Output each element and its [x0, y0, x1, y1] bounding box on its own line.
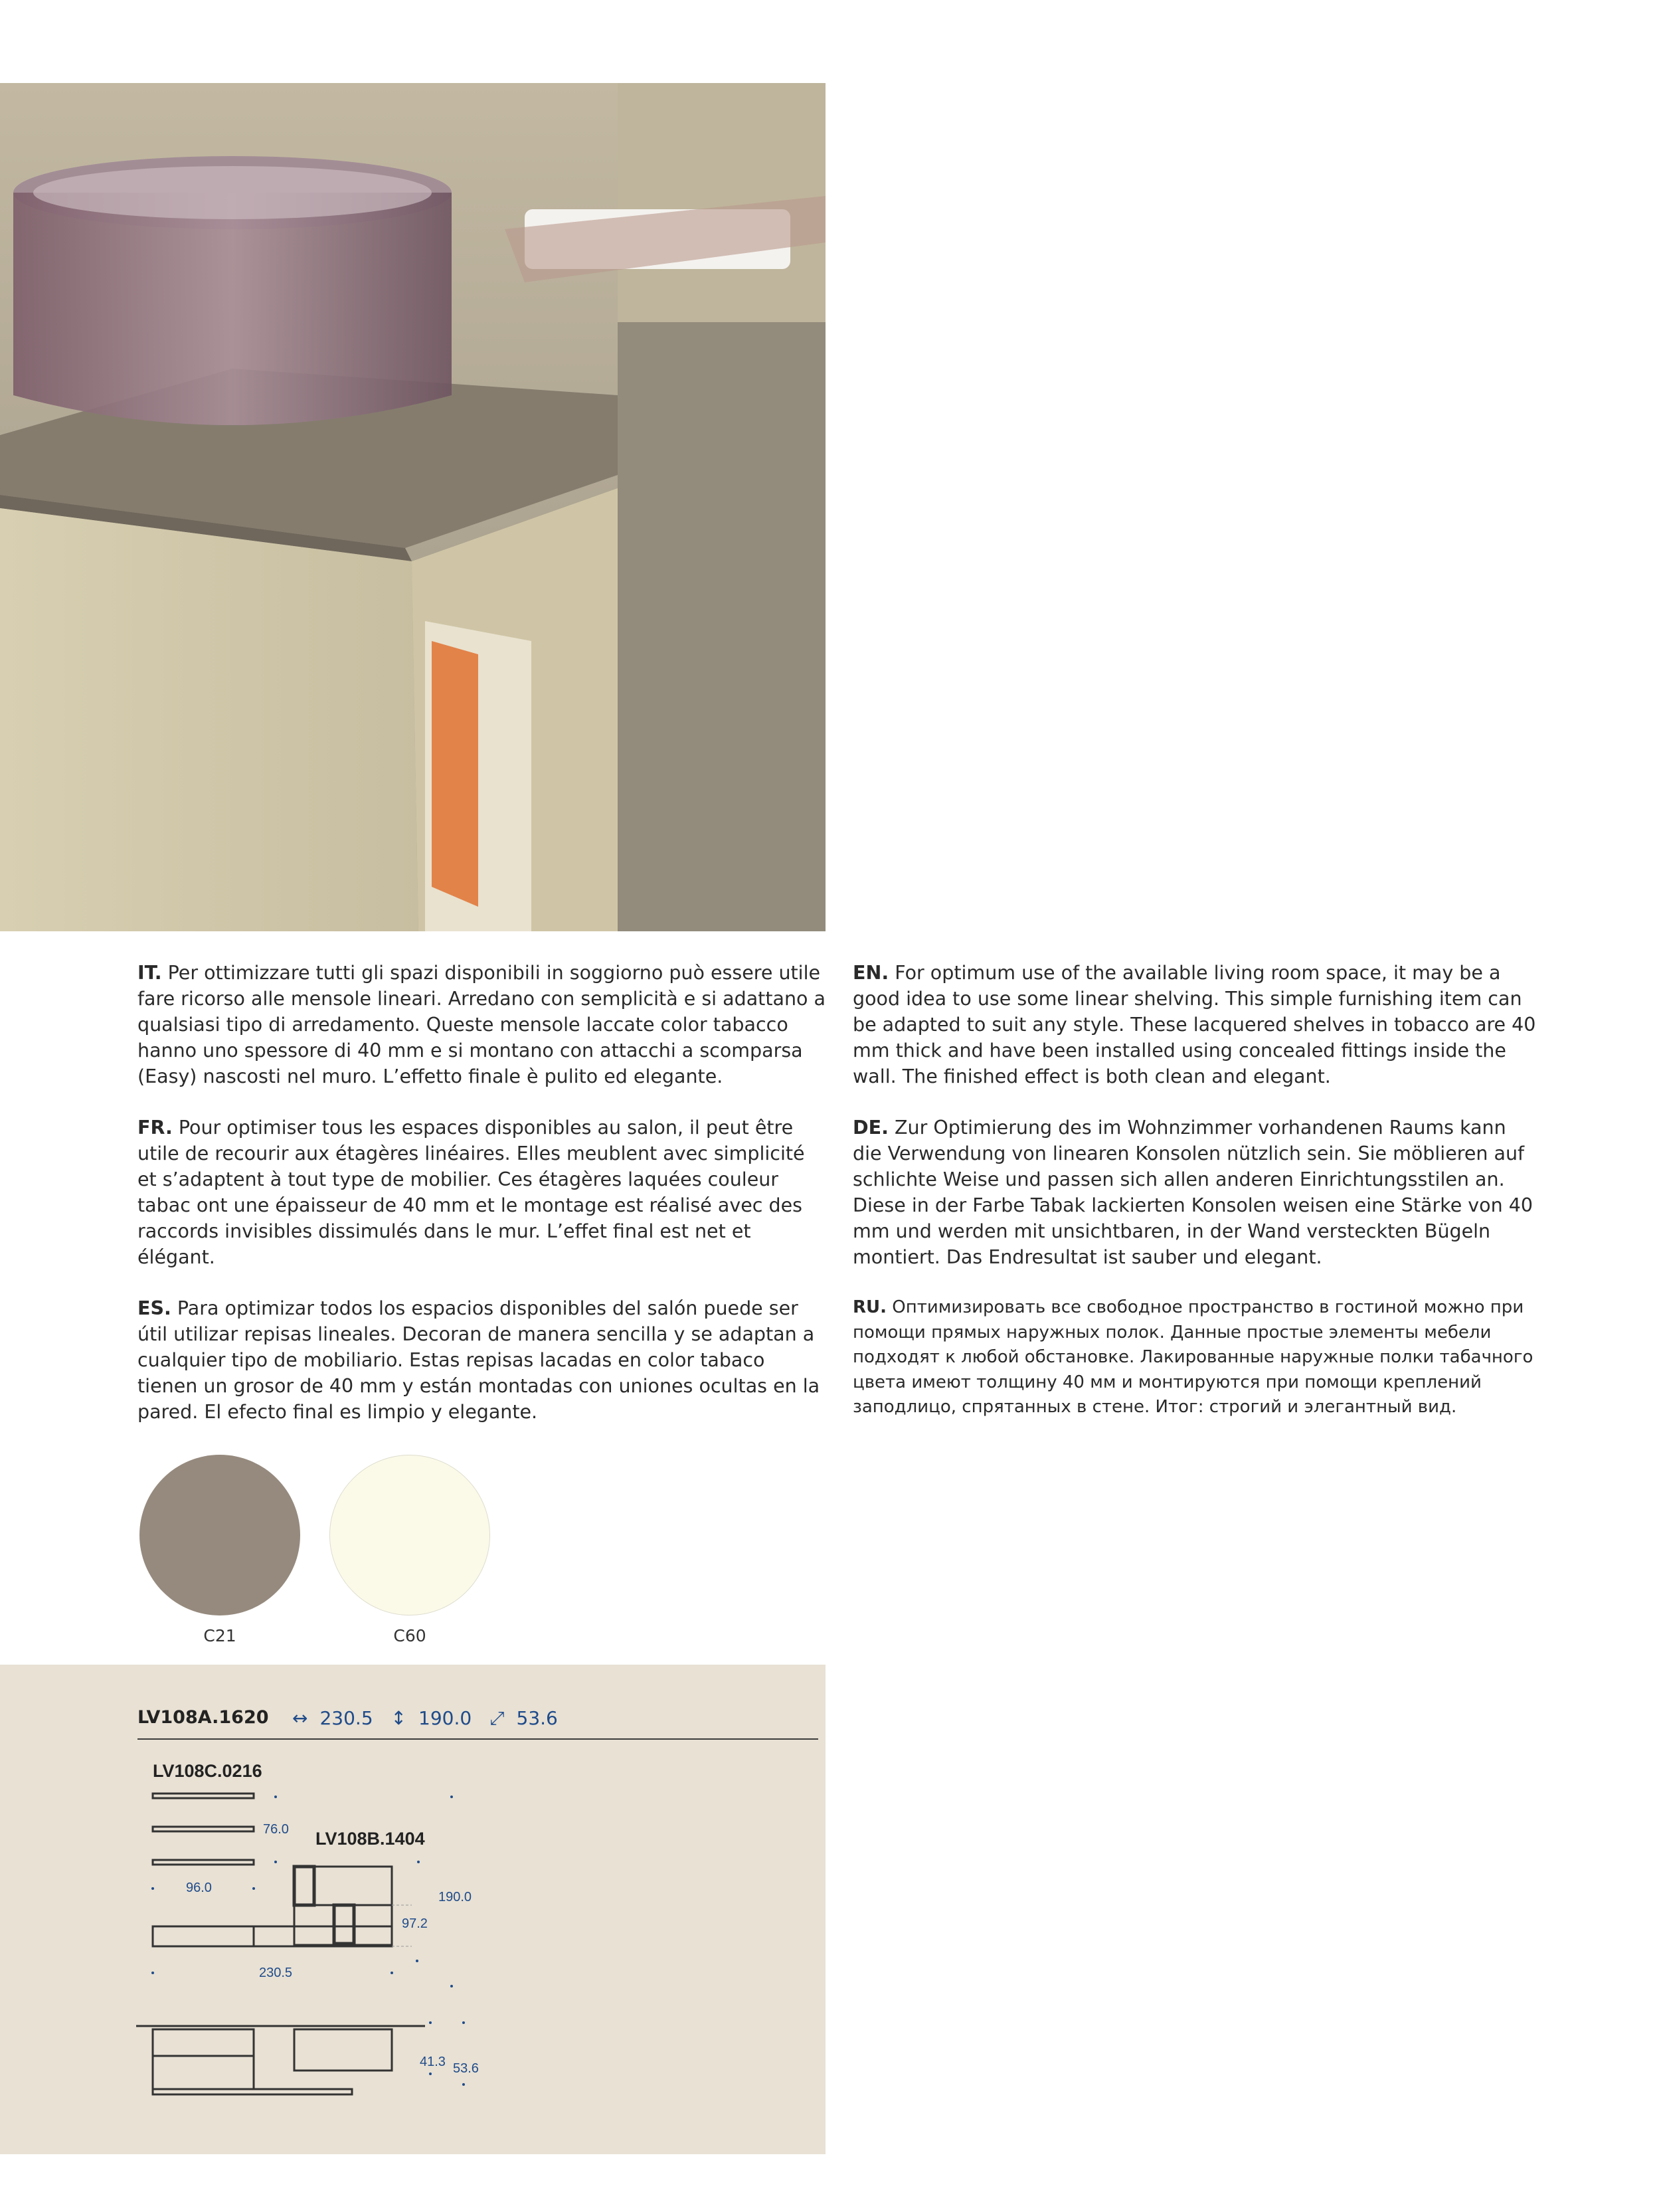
shelf-gap-label: 76.0 [263, 1822, 289, 1837]
text-column-left [137, 960, 828, 1450]
depth-b-label: 53.6 [453, 2061, 479, 2076]
text-column-right [853, 960, 1537, 1445]
paragraph-en [853, 960, 1537, 1089]
technical-drawing [133, 1754, 531, 2099]
color-swatch-c21 [139, 1455, 300, 1615]
shelf-width-label: 96.0 [186, 1881, 212, 1895]
product-code: LV108A.1620 [137, 1707, 269, 1728]
product-dimensions [292, 1707, 570, 1730]
lang-label-en: EN. [853, 962, 889, 984]
depth-value: 53.6 [516, 1707, 558, 1729]
paragraph-text-ru: Оптимизировать все свободное пространство в гостиной можно при помощи прямых наружных полок. Данные простые элементы мебели подходят к любой обстановке. Лакированные наружные полки табачного цвета имеют толщину 40 мм и монтируются при помощи креплений заподлицо, спрятанных в стене. Итог: строгий и элегантный вид. [853, 1297, 1533, 1417]
paragraph-text-es: Para optimizar todos los espacios disponibles del salón puede ser útil utilizar repisas lineales. Decoran de manera sencilla y se adaptan a cualquier tipo de mobiliario. Estas repisas lacadas en color tabaco tienen un grosor de 40 mm y están montadas con uniones ocultas en la pared. El efecto final es limpio y elegante. [137, 1297, 820, 1423]
paragraph-text-de: Zur Optimierung des im Wohnzimmer vorhandenen Raums kann die Verwendung von linearen Konsolen nützlich sein. Sie möblieren auf schlichte Weise und passen sich allen anderen Einrichtungsstilen an. Diese in der Farbe Tabak lackierten Konsolen weisen eine Stärke von 40 mm und werden mit unsichtbaren, in der Wand versteckten Bügeln montiert. Das Endresultat ist sauber und elegant. [853, 1117, 1533, 1268]
living-room-shelf-photo [0, 83, 826, 931]
lang-label-it: IT. [137, 962, 162, 984]
unit-plan [153, 2029, 392, 2094]
lang-label-de: DE. [853, 1117, 889, 1139]
unit-height-label: 97.2 [402, 1916, 428, 1931]
shelf-code: LV108C.0216 [153, 1761, 262, 1781]
horizontal-arrow-icon: ↔ [292, 1707, 308, 1729]
panel-divider [137, 1738, 818, 1740]
paragraph-fr [137, 1115, 828, 1270]
swatch-code-c60: C60 [393, 1626, 426, 1645]
lang-label-fr: FR. [137, 1117, 173, 1139]
color-swatch-c60 [329, 1455, 490, 1615]
total-height-label: 190.0 [438, 1890, 472, 1904]
lang-label-ru: RU. [853, 1297, 887, 1317]
unit-elevation [153, 1867, 392, 1946]
paragraph-de [853, 1115, 1537, 1270]
paragraph-text-it: Per ottimizzare tutti gli spazi disponibili in soggiorno può essere utile fare ricorso alle mensole lineari. Arredano con semplicità e si adattano a qualsiasi tipo di arredamento. Queste mensole laccate color tabacco hanno uno spessore di 40 mm e si montano con attacchi a scomparsa (Easy) nascosti nel muro. L’effetto finale è pulito ed elegante. [137, 962, 826, 1087]
product-photo [0, 83, 826, 931]
paragraph-it [137, 960, 828, 1089]
paragraph-text-fr: Pour optimiser tous les espaces disponibles au salon, il peut être utile de recourir aux étagères linéaires. Elles meublent avec simplicité et s’adaptent à tout type de mobilier. Ces étagères laquées couleur tabac ont une épaisseur de 40 mm et le montage est réalisé avec des raccords invisibles dissimulés dans le mur. L’effet final est net et élégant. [137, 1117, 805, 1268]
height-value: 190.0 [418, 1707, 472, 1729]
paragraph-es [137, 1295, 828, 1425]
shelves-elevation [153, 1794, 254, 1865]
lang-label-es: ES. [137, 1297, 171, 1319]
depth-a-label: 41.3 [420, 2055, 446, 2069]
total-width-label: 230.5 [259, 1966, 293, 1980]
width-value: 230.5 [319, 1707, 373, 1729]
paragraph-text-en: For optimum use of the available living room space, it may be a good idea to use some linear shelving. This simple furnishing item can be adapted to suit any style. These lacquered shelves in tobacco are 40 mm thick and have been installed using concealed fittings inside the wall. The finished effect is both clean and elegant. [853, 962, 1536, 1087]
unit-code: LV108B.1404 [315, 1829, 425, 1849]
paragraph-ru [853, 1295, 1537, 1420]
swatch-code-c21: C21 [203, 1626, 236, 1645]
vertical-arrow-icon: ↕ [391, 1707, 407, 1729]
diagonal-arrow-icon: ⤢ [489, 1707, 505, 1729]
